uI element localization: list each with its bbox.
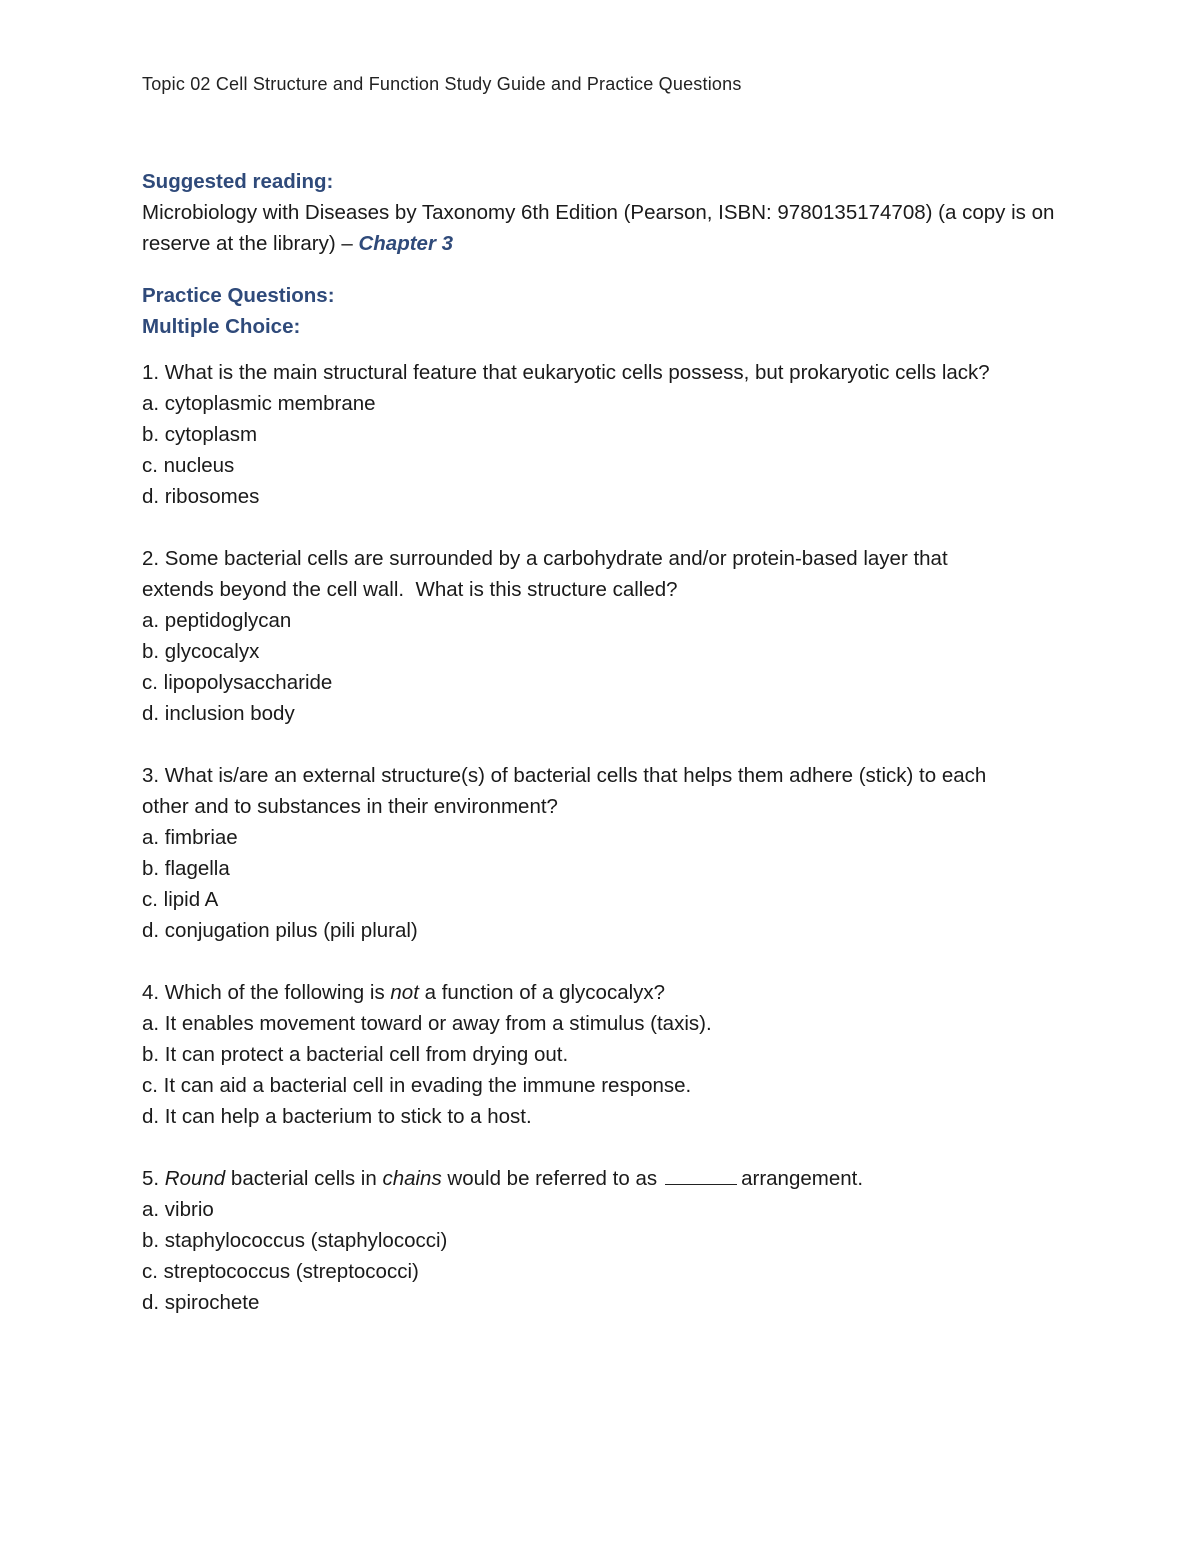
answer-option: b. cytoplasm (142, 423, 258, 446)
stem-text: a function of a glycocalyx? (418, 981, 666, 1004)
stem-text: 5. (142, 1167, 165, 1190)
answer-option: a. cytoplasmic membrane (142, 392, 376, 415)
question-stem (142, 1163, 1072, 1194)
question-stem: 3. What is/are an external structure(s) of bacterial cells that helps them adhere (stick) to each (142, 764, 987, 787)
answer-option: b. It can protect a bacterial cell from drying out. (142, 1043, 569, 1066)
question-stem-continued: other and to substances in their environment? (142, 795, 558, 818)
answer-option: a. vibrio (142, 1198, 214, 1221)
answer-option: d. ribosomes (142, 485, 260, 508)
question-stem: 1. What is the main structural feature that eukaryotic cells possess, but prokaryotic cells lack? (142, 361, 990, 384)
reading-chapter: Chapter 3 (358, 232, 454, 255)
answer-option: c. lipopolysaccharide (142, 671, 333, 694)
fill-in-blank (665, 1164, 737, 1185)
question-stem (142, 977, 1072, 1008)
stem-text: bacterial cells in (225, 1167, 383, 1190)
reading-citation: Microbiology with Diseases by Taxonomy 6th Edition (Pearson, ISBN: 9780135174708) (a copy is on reserve at the library) – (142, 201, 1055, 255)
document-body (142, 166, 1072, 1318)
answer-option: a. peptidoglycan (142, 609, 292, 632)
answer-option: c. streptococcus (streptococci) (142, 1260, 419, 1283)
practice-questions-heading: Practice Questions: (142, 284, 335, 307)
question-5 (142, 1163, 1072, 1318)
question-4 (142, 977, 1072, 1132)
answer-option: d. inclusion body (142, 702, 295, 725)
stem-text: would be referred to as (441, 1167, 658, 1190)
answer-option: b. flagella (142, 857, 230, 880)
answer-option: b. staphylococcus (staphylococci) (142, 1229, 448, 1252)
multiple-choice-heading: Multiple Choice: (142, 315, 301, 338)
question-2 (142, 543, 1072, 729)
answer-option: a. fimbriae (142, 826, 238, 849)
answer-option: c. nucleus (142, 454, 235, 477)
page-header: Topic 02 Cell Structure and Function Study Guide and Practice Questions (142, 74, 742, 94)
suggested-reading-text (142, 197, 1072, 259)
suggested-reading-heading: Suggested reading: (142, 170, 334, 193)
answer-option: c. It can aid a bacterial cell in evading the immune response. (142, 1074, 692, 1097)
stem-text: 4. Which of the following is (142, 981, 391, 1004)
stem-emphasis: not (390, 981, 419, 1004)
answer-option: d. It can help a bacterium to stick to a host. (142, 1105, 532, 1128)
answer-option: d. spirochete (142, 1291, 260, 1314)
question-1 (142, 357, 1072, 512)
answer-option: b. glycocalyx (142, 640, 260, 663)
stem-text: arrangement. (741, 1167, 864, 1190)
stem-emphasis: Round (164, 1167, 226, 1190)
answer-option: c. lipid A (142, 888, 219, 911)
question-stem: 2. Some bacterial cells are surrounded by a carbohydrate and/or protein-based layer that (142, 547, 948, 570)
answer-option: d. conjugation pilus (pili plural) (142, 919, 418, 942)
question-stem-continued: extends beyond the cell wall. What is this structure called? (142, 578, 678, 601)
stem-emphasis: chains (382, 1167, 442, 1190)
question-3 (142, 760, 1072, 946)
answer-option: a. It enables movement toward or away from a stimulus (taxis). (142, 1012, 712, 1035)
